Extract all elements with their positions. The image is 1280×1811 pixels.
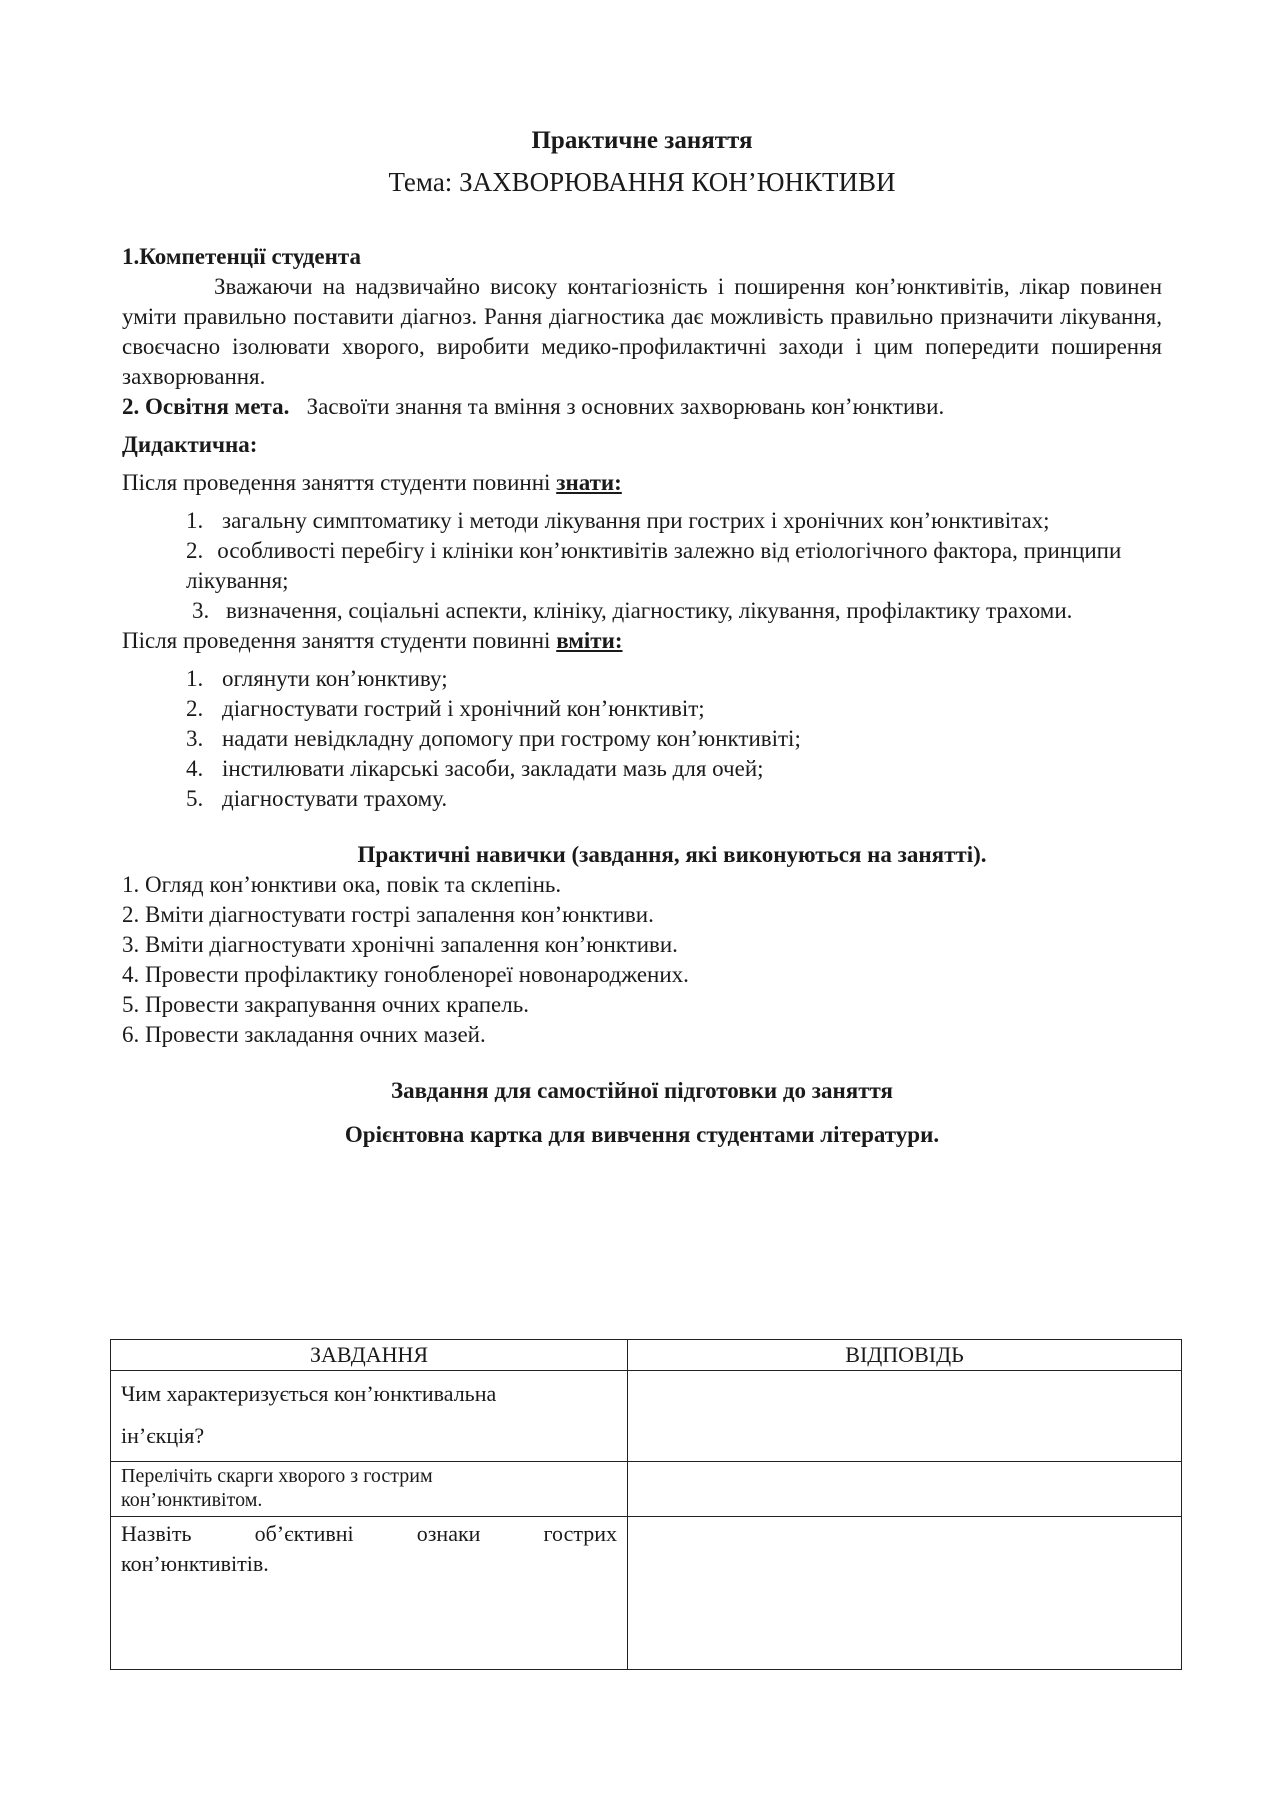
can-list	[122, 664, 1162, 814]
table-row	[111, 1517, 1182, 1670]
goal-text: Засвоїти знання та вміння з основних захворювань кон’юнктиви.	[306, 394, 945, 419]
topic-text: ЗАХВОРЮВАННЯ КОН’ЮНКТИВИ	[459, 167, 896, 197]
competence-text: Зважаючи на надзвичайно високу контагіозність і поширення кон’юнктивітів, лікар повинен уміти правильно поставити діагноз. Рання діагностика дає можливість правильно призначити лікування, своєчасно ізолювати хворого, виробити медико-профилактичні заходи і цим попередити поширення захворювання.	[122, 274, 1162, 389]
competence-heading: 1.Компетенції студента	[122, 244, 361, 269]
can-intro-text: Після проведення заняття студенти повинні	[122, 628, 551, 653]
topic-label: Тема:	[388, 167, 453, 197]
self-study-heading: Завдання для самостійної підготовки до заняття	[391, 1078, 893, 1103]
item-number: 3.	[186, 726, 204, 751]
item-number: 3.	[192, 598, 210, 623]
list-item	[122, 596, 1162, 626]
list-item	[122, 784, 1162, 814]
table-row	[111, 1462, 1182, 1517]
column-header-task: ЗАВДАННЯ	[111, 1340, 628, 1371]
know-intro	[122, 468, 1162, 498]
know-word: знати:	[556, 470, 622, 495]
item-number: 1.	[186, 666, 204, 691]
table-row	[111, 1371, 1182, 1462]
document-page	[122, 118, 1162, 1150]
task-line: Чим характеризується кон’юнктивальна	[121, 1381, 497, 1406]
item-text: діагностувати трахому.	[222, 786, 448, 811]
study-card-table	[110, 1339, 1182, 1670]
topic-title	[122, 164, 1162, 200]
item-text: діагностувати гострий і хронічний кон’юнктивіт;	[222, 696, 705, 721]
answer-cell[interactable]	[628, 1462, 1182, 1517]
task-cell	[111, 1371, 628, 1462]
item-number: 2.	[186, 538, 204, 563]
list-item	[122, 506, 1162, 536]
item-number: 1.	[186, 508, 204, 533]
answer-cell[interactable]	[628, 1517, 1182, 1670]
item-text: інстилювати лікарські засоби, закладати мазь для очей;	[222, 756, 764, 781]
list-item	[122, 536, 1162, 596]
item-number: 2.	[186, 696, 204, 721]
item-text: особливості перебігу і клініки кон’юнктивітів залежно від етіологічного фактора, принципи лікування;	[186, 538, 1122, 593]
item-number: 4.	[186, 756, 204, 781]
know-intro-text: Після проведення заняття студенти повинні	[122, 470, 551, 495]
task-cell	[111, 1462, 628, 1517]
item-number: 5.	[186, 786, 204, 811]
list-item: 6. Провести закладання очних мазей.	[122, 1022, 486, 1047]
know-list	[122, 506, 1162, 626]
column-header-answer: ВІДПОВІДЬ	[628, 1340, 1182, 1371]
page-title: Практичне заняття	[531, 127, 753, 154]
list-item	[122, 754, 1162, 784]
task-line: кон’юнктивітів.	[121, 1551, 269, 1576]
task-line: Перелічіть скарги хворого з гострим	[121, 1465, 433, 1487]
table-header-row	[111, 1340, 1182, 1371]
task-cell	[111, 1517, 628, 1670]
didactic-heading: Дидактична:	[122, 432, 258, 457]
skills-heading: Практичні навички (завдання, які виконуються на занятті).	[357, 842, 987, 867]
list-item	[122, 724, 1162, 754]
can-word: вміти:	[556, 628, 623, 653]
card-heading: Орієнтовна картка для вивчення студентами літератури.	[344, 1122, 940, 1147]
list-item: 2. Вміти діагностувати гострі запалення кон’юнктиви.	[122, 902, 654, 927]
can-intro	[122, 626, 1162, 656]
task-line: кон’юнктивітом.	[121, 1489, 263, 1511]
item-text: визначення, соціальні аспекти, клініку, діагностику, лікування, профілактику трахоми.	[226, 598, 1073, 623]
item-text: оглянути кон’юнктиву;	[222, 666, 448, 691]
list-item: 5. Провести закрапування очних крапель.	[122, 992, 529, 1017]
skills-list	[122, 870, 1162, 1050]
goal-line	[122, 392, 1162, 422]
list-item	[122, 664, 1162, 694]
answer-cell[interactable]	[628, 1371, 1182, 1462]
item-text: надати невідкладну допомогу при гострому кон’юнктивіті;	[222, 726, 801, 751]
task-line: Назвіть об’єктивні ознаки гострих	[121, 1521, 617, 1546]
list-item: 1. Огляд кон’юнктиви ока, повік та склепінь.	[122, 872, 562, 897]
item-text: загальну симптоматику і методи лікування при гострих і хронічних кон’юнктивітах;	[222, 508, 1050, 533]
list-item: 3. Вміти діагностувати хронічні запалення кон’юнктиви.	[122, 932, 678, 957]
task-line: ін’єкція?	[121, 1423, 205, 1448]
goal-label: 2. Освітня мета.	[122, 394, 290, 419]
list-item: 4. Провести профілактику гонобленореї новонароджених.	[122, 962, 689, 987]
list-item	[122, 694, 1162, 724]
